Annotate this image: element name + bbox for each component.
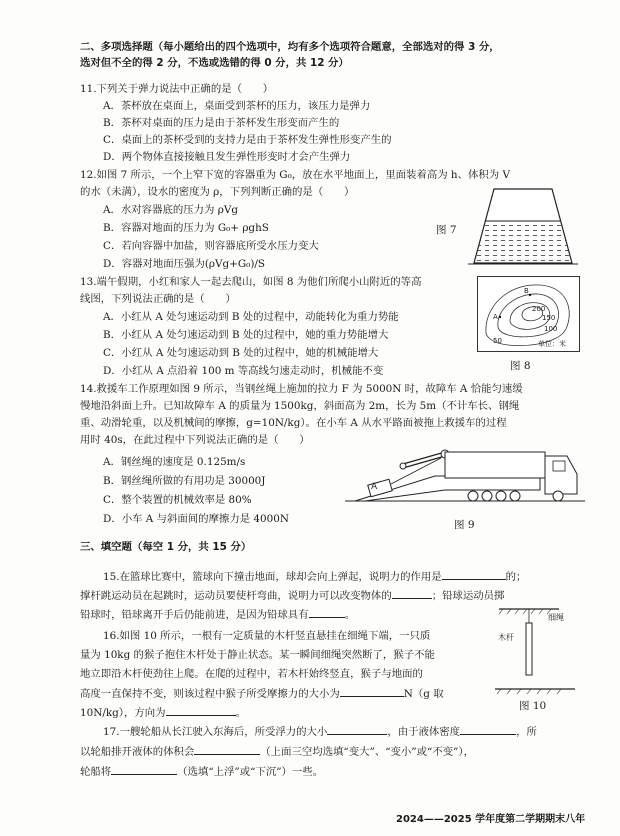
- q14-stem-2: 慢地沿斜面上升。已知故障车 A 的质量为 1500kg，斜面高为 2m，长为 5m（不计车长、钢绳: [80, 400, 520, 412]
- page-footer: 2024——2025 学年度第二学期期末八年: [396, 814, 586, 825]
- q12-stem-2: 的水（未满），设水的密度为 ρ，下列判断正确的是（ ）: [80, 186, 355, 198]
- q11-stem: 11.下列关于弹力说法中正确的是（ ）: [80, 83, 274, 95]
- contour-label-50: 50: [493, 337, 502, 345]
- q15-text-3a: 铅球时，铅球离开手后仍能前进，是因为铅球具有: [80, 609, 309, 621]
- q16-line-3: 地立即沿木杆使劲往上爬。在爬的过程中，若木杆始终竖直，猴子与地面的: [80, 668, 423, 680]
- q13-option-d: D．小红从 A 点沿着 100 m 等高线匀速走动时，机械能不变: [103, 365, 384, 377]
- q16-text-4a: 高度一直保持不变，则该过程中猴子所受摩擦力的大小为: [80, 688, 340, 700]
- q13-stem-2: 线图，下列说法正确的是（ ）: [80, 293, 236, 305]
- q17-blank-4[interactable]: [111, 764, 177, 775]
- q14-option-b: B．钢丝绳所做的有用功是 30000J: [103, 475, 266, 487]
- section2-heading-cont: 选对但不全的得 2 分，不选或选错的得 0 分，共 12 分）: [80, 57, 349, 69]
- q11-option-a: A．茶杯放在桌面上，桌面受到茶杯的压力，该压力是弹力: [103, 100, 371, 112]
- contour-label-100: 100: [544, 325, 558, 333]
- pole-label: 木杆: [498, 633, 514, 642]
- q16-text-5a: 10N/kg），方向为: [80, 707, 166, 719]
- q17-text-2b: （上面三空均选填“变大”、“变小”或“不变”），: [260, 746, 474, 758]
- q12-option-c: C．若向容器中加盐，则容器底所受水压力变大: [103, 240, 319, 252]
- figure-7-container: [468, 183, 578, 269]
- q16-text-5b: 。: [235, 707, 246, 719]
- q12-option-d: D．容器对地面压强为(ρVg+G₀)/S: [103, 258, 266, 270]
- q12-option-a: A．水对容器底的压力为 ρVg: [103, 204, 238, 216]
- q12-option-b: B．容器对地面的压力为 G₀+ ρghS: [103, 222, 269, 234]
- q16-blank-2[interactable]: [166, 705, 236, 716]
- q14-stem-3: 重、动滑轮重，以及机械间的摩擦，g=10N/kg）。在小车 A 从水平路面被拖上救援车的过程: [80, 417, 507, 429]
- q15-text-2a: 撑杆跳运动员在起跳时，运动员要使杆弯曲，说明力可以改变物体的: [80, 590, 392, 602]
- q15-line-3: [80, 607, 355, 622]
- q17-text-3a: 轮船将: [80, 766, 112, 778]
- q17-text-1b: ，由于液体密度: [387, 726, 461, 738]
- q11-option-d: D．两个物体直接接触且发生弹性形变时才会产生弹力: [103, 151, 351, 163]
- rope-label: 细绳: [548, 613, 564, 622]
- figure-10-caption: 图 10: [519, 700, 547, 712]
- q17-line-3: [80, 764, 323, 779]
- q17-text-2a: 以轮船排开液体的体积会: [80, 746, 195, 758]
- q13-option-c: C．小红从 A 处匀速运动到 B 处的过程中，她的机械能增大: [103, 347, 379, 359]
- q17-text-3b: （选填“上浮”或“下沉”）一些。: [177, 766, 324, 778]
- unit-label: 单位：米: [538, 340, 566, 348]
- contour-label-150: 150: [542, 314, 556, 322]
- point-b-label: B: [524, 287, 529, 295]
- q14-option-a: A．钢丝绳的速度是 0.125m/s: [103, 456, 246, 468]
- q14-stem-4: 用时 40s，在此过程中下列说法正确的是（ ）: [80, 434, 310, 446]
- q17-blank-3[interactable]: [194, 744, 260, 755]
- q15-blank-3[interactable]: [309, 607, 345, 618]
- q16-text-4b: N（g 取: [403, 688, 444, 700]
- figure-8-contour-map: [477, 276, 580, 352]
- q15-line-1: [103, 569, 526, 584]
- q16-line-1: 16.如图 10 所示，一根有一定质量的木杆竖直悬挂在细绳下端，一只质: [103, 630, 431, 642]
- q17-text-1c: ，所: [516, 726, 537, 738]
- point-a-label: A: [493, 313, 498, 321]
- q14-option-c: C．整个装置的机械效率是 80%: [103, 494, 252, 506]
- q13-option-a: A．小红从 A 处匀速运动到 B 处的过程中，动能转化为重力势能: [103, 311, 399, 323]
- q15-text-1a: 15.在篮球比赛中，篮球向下撞击地面，球却会向上弹起，说明力的作用是: [103, 571, 442, 583]
- q11-option-b: B．茶杯对桌面的压力是由于茶杯发生形变而产生的: [103, 117, 340, 129]
- q14-stem-1: 14.救援车工作原理如图 9 所示，当钢丝绳上施加的拉力 F 为 5000N 时，故障车 A 恰能匀速缓: [80, 383, 523, 395]
- q17-blank-1[interactable]: [327, 724, 387, 735]
- q17-text-1a: 17.一艘轮船从长江驶入东海后，所受浮力的大小: [103, 726, 328, 738]
- q12-stem-1: 12.如图 7 所示，一个上窄下宽的容器重为 G₀，放在水平地面上，里面装着高为 h、体积为 V: [80, 169, 510, 181]
- figure-9-caption: 图 9: [454, 519, 475, 531]
- figure-9-rescue-truck: [345, 446, 585, 514]
- q14-option-d: D．小车 A 与斜面间的摩擦力是 4000N: [103, 513, 289, 525]
- q11-option-c: C．桌面上的茶杯受到的支持力是由于茶杯发生弹性形变产生的: [103, 134, 392, 146]
- q17-blank-2[interactable]: [460, 724, 516, 735]
- section3-heading: 三、填空题（每空 1 分，共 15 分）: [80, 541, 252, 553]
- q15-text-2b: ；铅球运动员掷: [431, 590, 505, 602]
- q17-line-2: [80, 744, 474, 759]
- q17-line-1: [103, 724, 537, 739]
- q16-blank-1[interactable]: [340, 686, 404, 697]
- q13-option-b: B．小红从 A 处匀速运动到 B 处的过程中，她的重力势能增大: [103, 329, 389, 341]
- q15-blank-2[interactable]: [392, 588, 432, 599]
- q16-line-5: [80, 705, 246, 720]
- figure-8-caption: 图 8: [510, 360, 531, 372]
- q13-stem-1: 13.端午假期，小红和家人一起去爬山，如图 8 为他们所爬小山附近的等高: [80, 276, 422, 288]
- figure-7-caption: 图 7: [436, 224, 457, 236]
- car-a-label: A: [371, 482, 378, 492]
- q15-text-1b: 的；: [505, 571, 527, 583]
- q15-blank-1[interactable]: [442, 569, 506, 580]
- contour-label-200: 200: [532, 305, 546, 313]
- q16-line-4: [80, 686, 444, 701]
- q15-text-3b: 。: [344, 609, 355, 621]
- section2-heading: 二、多项选择题（每小题给出的四个选项中，均有多个选项符合题意，全部选对的得 3 分，: [80, 41, 500, 53]
- q16-line-2: 量为 10kg 的猴子抱住木杆处于静止状态。某一瞬间细绳突然断了，猴子不能: [80, 649, 435, 661]
- q15-line-2: [80, 588, 504, 603]
